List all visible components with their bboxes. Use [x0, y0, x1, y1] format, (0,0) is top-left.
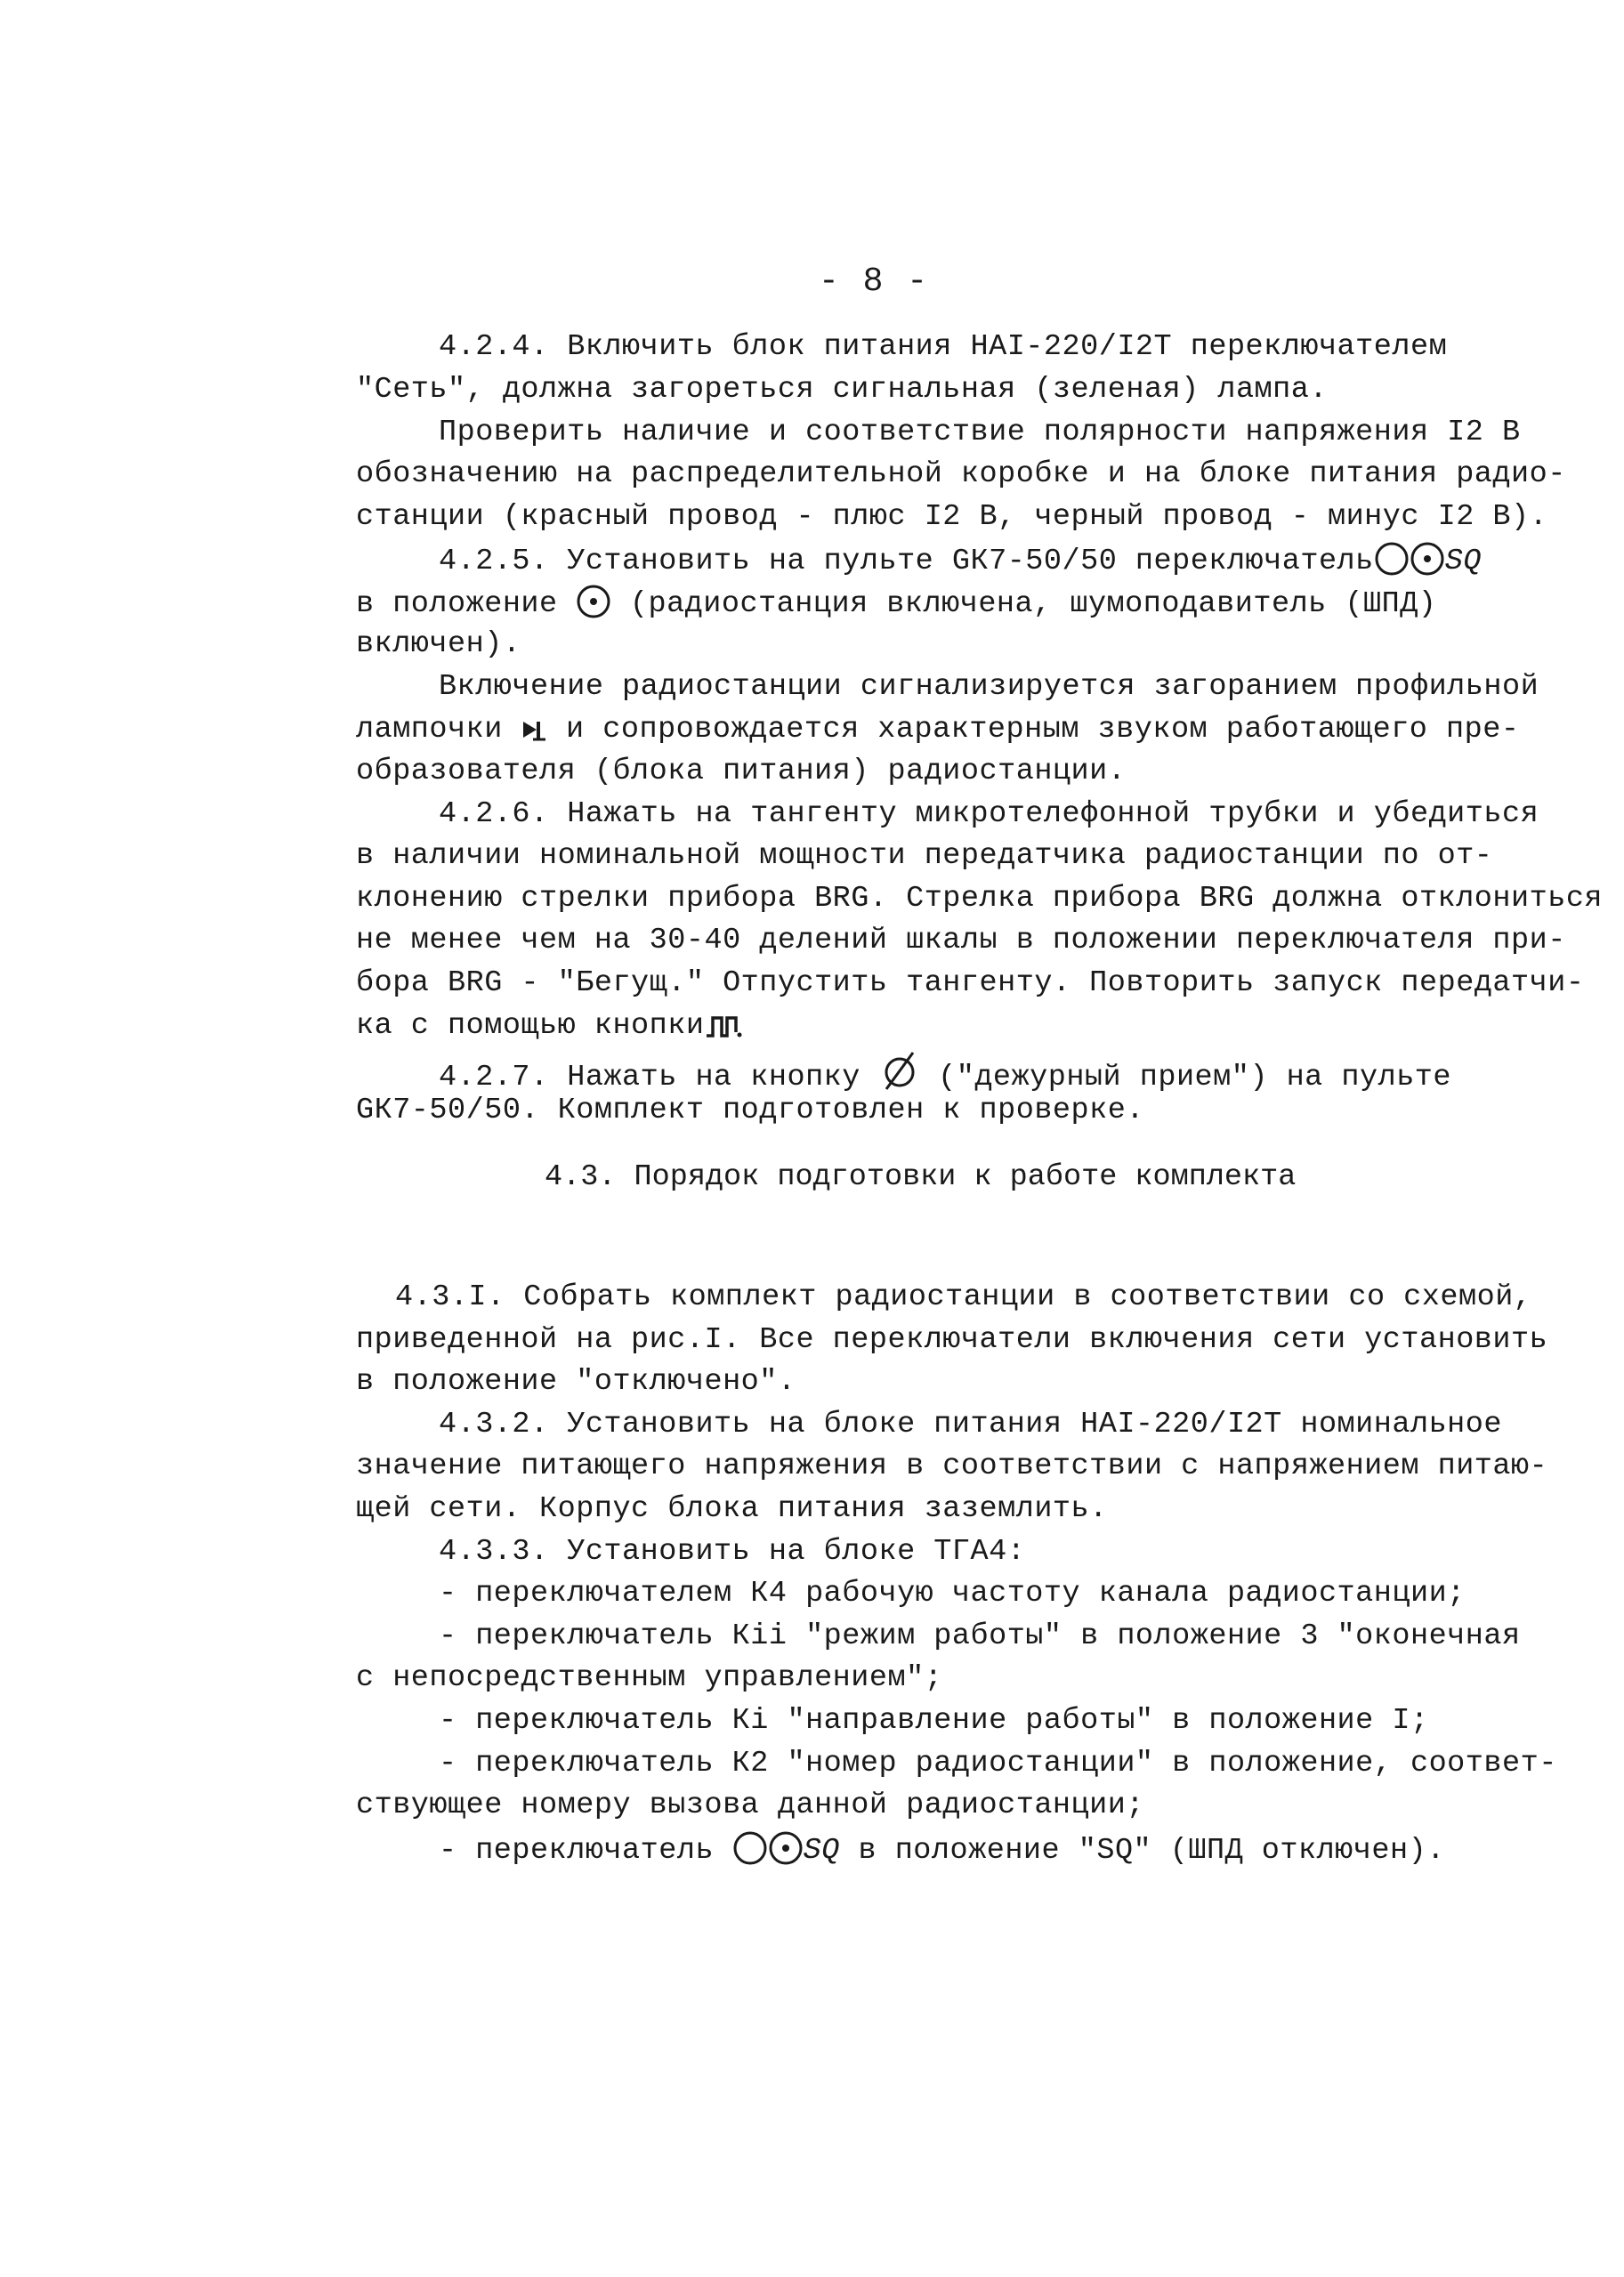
s432-line-2: значение питающего напряжения в соответствии с напряжением питаю-: [356, 1449, 1548, 1483]
s427-line-1: [439, 1050, 1451, 1095]
s424-line-1: 4.2.4. Включить блок питания НАI-220/I2Т переключателем: [439, 330, 1448, 364]
s425-line-6: образователя (блока питания) радиостанции.: [356, 755, 1127, 788]
s425-line-3: включен).: [356, 627, 521, 661]
dotted-circle-icon: [1410, 541, 1445, 577]
sq-label: SQ: [803, 1834, 840, 1868]
s425-line-5-text-a: лампочки: [356, 713, 503, 747]
s433-line-7: ствующее номеру вызова данной радиостанции;: [356, 1788, 1144, 1822]
s426-line-2: в наличии номинальной мощности передатчика радиостанции по от-: [356, 839, 1493, 873]
s424-line-3: Проверить наличие и соответствие полярности напряжения I2 В: [439, 416, 1521, 449]
s431-line-1: 4.3.I. Собрать комплект радиостанции в соответствии со схемой,: [395, 1280, 1532, 1314]
s425-line-1-text: 4.2.5. Установить на пульте GК7-50/50 переключатель: [439, 545, 1374, 578]
s425-line-2-text-b: (радиостанция включена, шумоподавитель (ШПД): [629, 587, 1437, 621]
s432-line-1: 4.3.2. Установить на блоке питания НАI-220/I2Т номинальное: [439, 1408, 1502, 1441]
s425-line-2: [356, 584, 1436, 622]
s433-line-1: 4.3.3. Установить на блоке ТГА4:: [439, 1535, 1026, 1569]
s433-line-8-text-c: в положение "SQ" (ШПД отключен).: [858, 1834, 1445, 1868]
s424-line-4: обозначению на распределительной коробке и на блоке питания радио-: [356, 457, 1566, 491]
circle-icon: [732, 1830, 768, 1866]
section-heading: 4.3. Порядок подготовки к работе комплекта: [545, 1160, 1297, 1194]
s426-line-5: бора BRG - "Бегущ." Отпустить тангенту. Повторить запуск передатчи-: [356, 966, 1585, 1000]
s425-line-5: [356, 712, 1519, 747]
s433-line-8: [439, 1830, 1445, 1869]
s427-line-1-text-b: ("дежурный прием") на пульте: [938, 1061, 1452, 1094]
s425-line-1: [439, 541, 1482, 579]
s427-line-2: GК7-50/50. Комплект подготовлен к проверке.: [356, 1094, 1144, 1127]
dotted-circle-icon: [768, 1830, 804, 1866]
s425-line-2-text-a: в положение: [356, 587, 558, 621]
circle-icon: [1374, 541, 1410, 577]
s426-line-6: [356, 1008, 743, 1044]
dotted-circle-icon: [576, 584, 611, 619]
s426-line-1: 4.2.6. Нажать на тангенту микротелефонной трубки и убедиться: [439, 797, 1539, 831]
s426-line-4: не менее чем на 30-40 делений шкалы в положении переключателя при-: [356, 924, 1566, 957]
s426-line-3: клонению стрелки прибора BRG. Стрелка прибора BRG должна отклониться: [356, 882, 1604, 916]
s433-line-3: - переключатель Кii "режим работы" в положение 3 "оконечная: [439, 1619, 1521, 1653]
s425-line-5-text-b: и сопровождается характерным звуком работающего пре-: [566, 713, 1520, 747]
page-number: - 8 -: [819, 262, 930, 301]
pulse-icon: [704, 1011, 743, 1041]
s433-line-2: - переключателем К4 рабочую частоту канала радиостанции;: [439, 1577, 1466, 1611]
s427-line-1-text-a: 4.2.7. Нажать на кнопку: [439, 1061, 860, 1094]
s431-line-2: приведенной на рис.I. Все переключатели включения сети установить: [356, 1323, 1548, 1357]
slashed-circle-icon: [879, 1050, 920, 1093]
s432-line-3: щей сети. Корпус блока питания заземлить.: [356, 1492, 1108, 1526]
s424-line-5: станции (красный провод - плюс I2 В, черный провод - минус I2 В).: [356, 500, 1548, 534]
s433-line-4: с непосредственным управлением";: [356, 1661, 943, 1695]
lamp-icon: [521, 715, 547, 745]
s424-line-2: "Сеть", должна загореться сигнальная (зеленая) лампа.: [356, 373, 1328, 407]
s431-line-3: в положение "отключено".: [356, 1365, 796, 1399]
s433-line-5: - переключатель Кi "направление работы" в положение I;: [439, 1704, 1429, 1738]
sq-label: SQ: [1444, 545, 1482, 578]
s425-line-4: Включение радиостанции сигнализируется загоранием профильной: [439, 670, 1539, 704]
s426-line-6-text: ка с помощью кнопки: [356, 1009, 705, 1043]
s433-line-6: - переключатель К2 "номер радиостанции" в положение, соответ-: [439, 1747, 1557, 1780]
s433-line-8-text-a: - переключатель: [439, 1834, 715, 1868]
